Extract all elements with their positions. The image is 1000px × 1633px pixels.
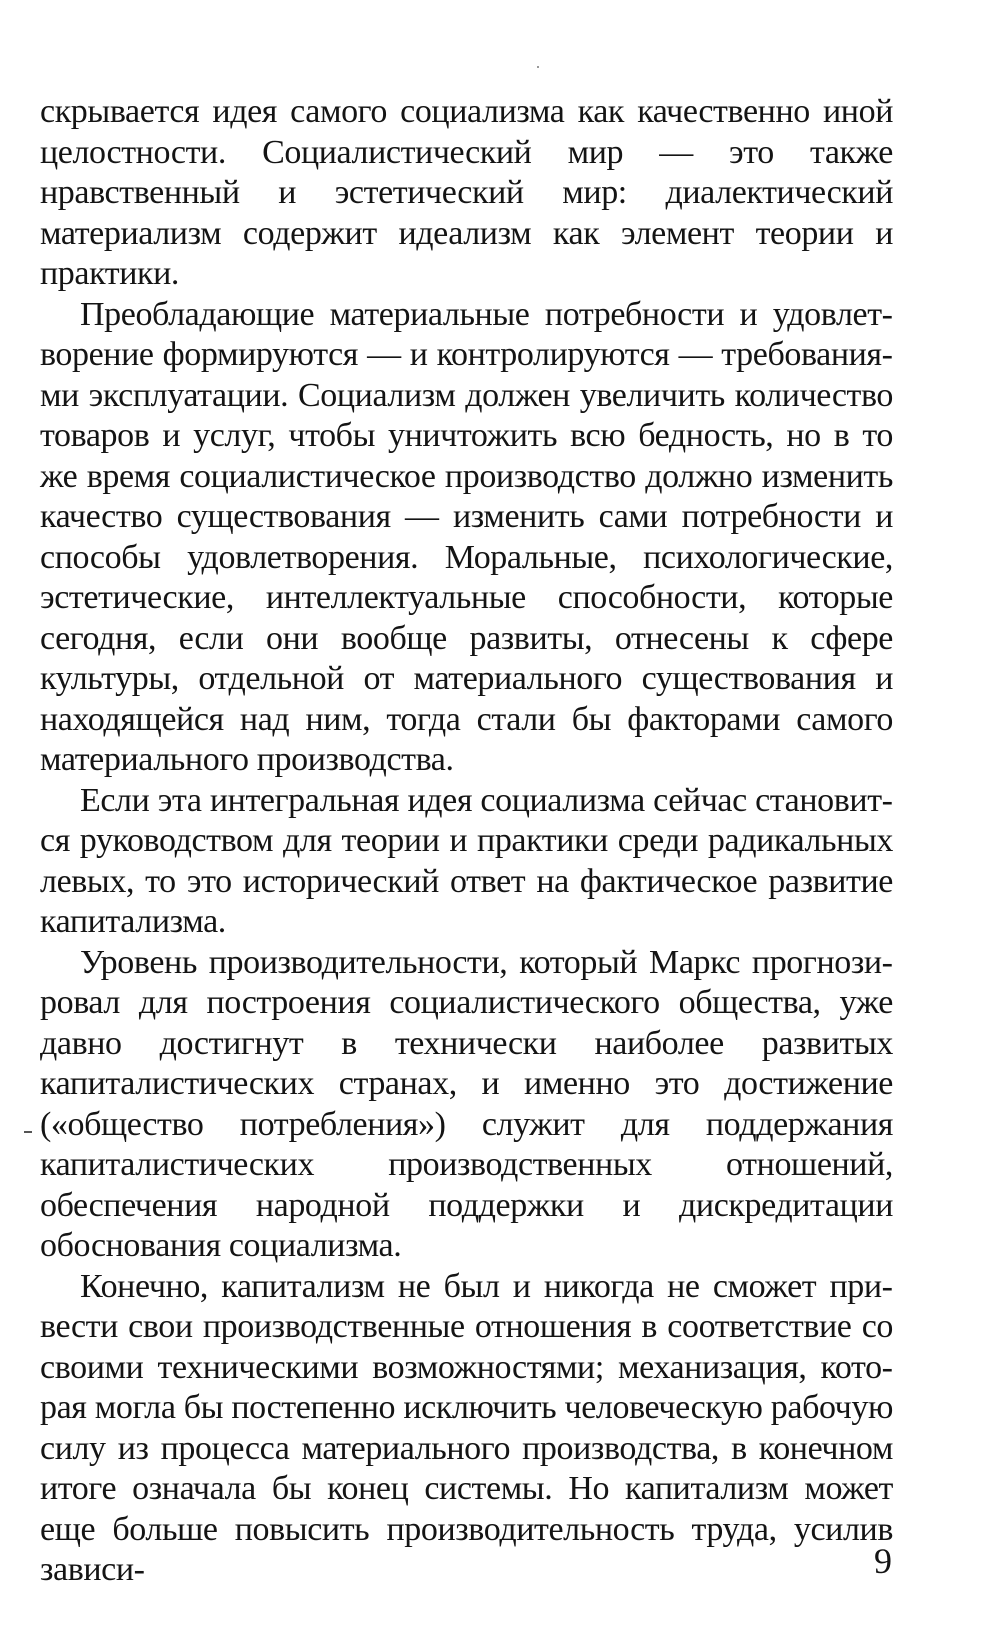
margin-mark [24, 1131, 32, 1133]
paragraph: Преобладающие материальные потребности и удовлетворение формируются — и контролируются — требованиями эксплуатации. Социализм должен увеличить количество товаров и услуг, чтобы уничтожить всю бедность, но в то же время социалистическое производство должно изменить качество существования — изменить сами потребности и способы удовлетворения. Моральные, психологические, эстетические, интеллектуальные способности, которые сегодня, если они вообще развиты, отнесены к сфере культуры, отдельной от материального существования и находящейся над ним, тогда стали бы факторами самого материального производства. [40, 295, 893, 778]
body-text [40, 92, 893, 1591]
paper-speck [537, 66, 539, 68]
paragraph: Конечно, капитализм не был и никогда не сможет привести свои производственные отношения в соответствие со своими техническими возможностями; механизация, которая могла бы постепенно исключить человеческую рабочую силу из процесса материального производства, в конечном итоге означала бы конец системы. Но капитализм может еще больше повысить производительность труда, усилив зависи- [40, 1267, 893, 1588]
paragraph: Уровень производительности, который Маркс прогнозировал для построения социалистического общества, уже давно достигнут в технически наиболее развитых капиталистических странах, и именно это достижение («общество потребления») служит для поддержания капиталистических производственных отношений, обеспечения народной поддержки и дискредитации обоснования социализма. [40, 943, 893, 1264]
paragraph-continuation: скрывается идея самого социализма как качественно иной целостности. Социалистический мир — это также нравственный и эстетический мир: диалектический материализм содержит идеализм как элемент теории и практики. [40, 93, 893, 292]
paragraph: Если эта интегральная идея социализма сейчас становится руководством для теории и практики среди радикальных левых, то это исторический ответ на фактическое развитие капитализма. [40, 781, 893, 940]
page-number: 9 [874, 1541, 892, 1581]
